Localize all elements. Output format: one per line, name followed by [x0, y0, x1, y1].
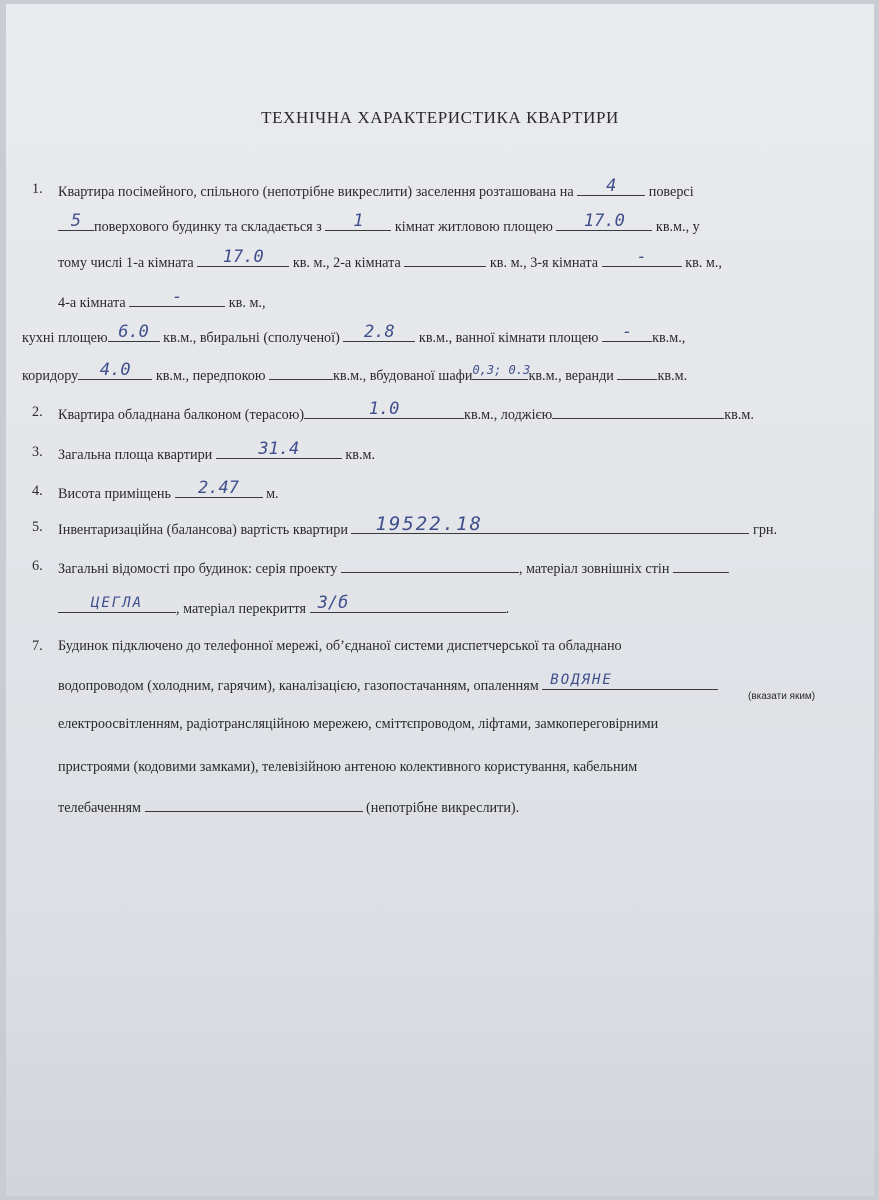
item-6-number: 6.	[32, 558, 43, 574]
item-3-number: 3.	[32, 444, 43, 460]
item-6-line-2: ЦЕГЛА , матеріал перекриття 3/б .	[58, 597, 509, 618]
item-7-line-2: водопроводом (холодним, гарячим), каналізацією, газопостачанням, опаленням ВОДЯНЕ	[58, 674, 718, 695]
document-page	[6, 4, 874, 1196]
item-3-line: Загальна площа квартири 31.4 кв.м.	[58, 439, 376, 463]
veranda-field	[617, 364, 657, 380]
height-field: 2.47	[175, 482, 263, 498]
item-7-line-3: електроосвітленням, радіотрансляційною мережею, сміттєпроводом, ліфтами, замкопереговірними	[58, 716, 659, 732]
item-1-number: 1.	[32, 181, 43, 197]
item-2-line: Квартира обладнана балконом (терасою) 1.0 кв.м., лоджією кв.м.	[58, 399, 754, 423]
corridor-field: 4.0	[78, 364, 152, 380]
item-7-line-5: телебаченням (непотрібне викреслити).	[58, 796, 519, 817]
item-4-line: Висота приміщень 2.47 м.	[58, 478, 279, 502]
item-1-line-6: коридору 4.0 кв.м., передпокою кв.м., вбудованої шафи 0,3; 0.3 кв.м., веранди кв.м.	[22, 360, 688, 384]
item-4-number: 4.	[32, 483, 43, 499]
room-4-field: -	[129, 291, 225, 307]
floor-field: 4	[577, 180, 645, 196]
rooms-field: 1	[325, 215, 391, 231]
heating-caption: (вказати яким)	[748, 691, 816, 702]
item-7-line-1: Будинок підключено до телефонної мережі, об’єднаної системи диспетчерської та обладнано	[58, 638, 622, 654]
closet-field: 0,3; 0.3	[472, 364, 528, 380]
toilet-field: 2.8	[343, 326, 415, 342]
room-3-field: -	[602, 251, 682, 267]
item-5-number: 5.	[32, 519, 43, 535]
walls-field: ЦЕГЛА	[58, 597, 176, 613]
item-5-line: Інвентаризаційна (балансова) вартість квартири 19522.18 грн.	[58, 513, 778, 538]
series-field	[341, 557, 519, 573]
cable-field	[145, 796, 363, 812]
item-7-number: 7.	[32, 638, 43, 654]
item-2-number: 2.	[32, 404, 43, 420]
balcony-field: 1.0	[304, 403, 464, 419]
item-1-line-1: Квартира посімейного, спільного (непотрібне викреслити) заселення розташована на 4 поверсі	[58, 176, 694, 200]
room-1-field: 17.0	[197, 251, 289, 267]
bath-field: -	[602, 326, 652, 342]
walls-tail-line	[673, 557, 729, 573]
floors-total-field: 5	[58, 215, 94, 231]
total-area-field: 31.4	[216, 443, 342, 459]
document-title: ТЕХНІЧНА ХАРАКТЕРИСТИКА КВАРТИРИ	[261, 108, 619, 127]
item-1-line-3: тому числі 1-а кімната 17.0 кв. м., 2-а кімната кв. м., 3-я кімната - кв. м.,	[58, 247, 722, 271]
cost-field: 19522.18	[351, 518, 749, 534]
kitchen-field: 6.0	[108, 326, 160, 342]
item-6-line-1: Загальні відомості про будинок: серія проекту , матеріал зовнішніх стін	[58, 557, 729, 578]
living-area-field: 17.0	[556, 215, 652, 231]
item-1-line-2: 5 поверхового будинку та складається з 1 кімнат житловою площею 17.0 кв.м., у	[58, 215, 700, 236]
item-1-line-4: 4-а кімната - кв. м.,	[58, 287, 266, 311]
floors-material-field: 3/б	[310, 597, 506, 613]
loggia-field	[552, 403, 724, 419]
item-1-line-5: кухні площею 6.0 кв.м., вбиральні (сполученої) 2.8 кв.м., ванної кімнати площею - кв.м.,	[22, 322, 686, 346]
heating-field: ВОДЯНЕ	[542, 674, 718, 690]
room-2-field	[404, 251, 486, 267]
hall-field	[269, 364, 333, 380]
item-7-line-4: пристроями (кодовими замками), телевізійною антеною колективного користування, кабельним	[58, 759, 638, 775]
